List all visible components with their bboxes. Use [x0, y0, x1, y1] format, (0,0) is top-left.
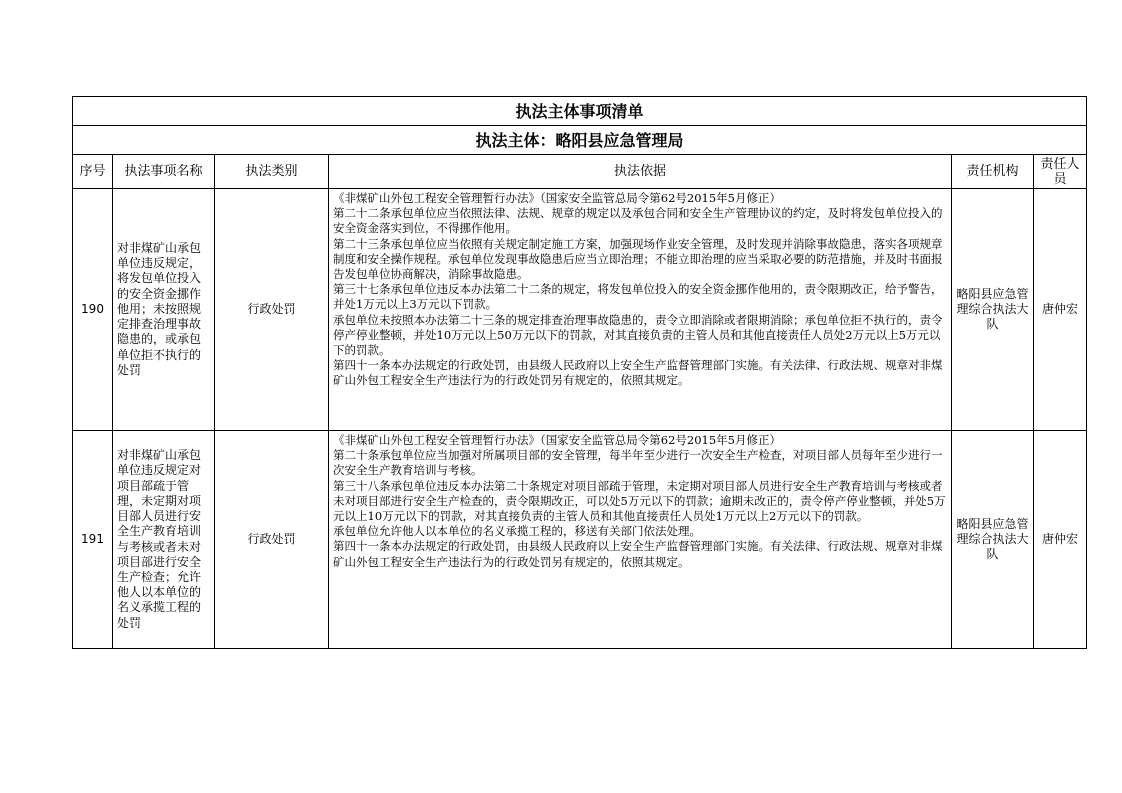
row-responsible-person: 唐仲宏: [1034, 189, 1087, 431]
header-item-name: 执法事项名称: [113, 155, 215, 189]
row-seq: 191: [73, 431, 113, 649]
row-responsible-person: 唐仲宏: [1034, 431, 1087, 649]
header-row: [73, 155, 1087, 189]
row-item-name: 对非煤矿山承包单位违反规定对项目部疏于管理，未定期对项目部人员进行安全生产教育培训与考核或者未对项目部进行安全生产检查；允许他人以本单位的名义承揽工程的处罚: [113, 431, 215, 649]
basis-paragraph: 第三十七条承包单位违反本办法第二十二条的规定，将发包单位投入的安全资金挪作他用的，责令限期改正，给予警告，并处1万元以上3万元以下罚款。: [333, 282, 943, 312]
table-row: [73, 431, 1087, 649]
row-legal-basis: [329, 431, 952, 649]
basis-paragraph: 《非煤矿山外包工程安全管理暂行办法》（国家安全监管总局令第62号2015年5月修正）: [333, 191, 781, 205]
basis-paragraph: 《非煤矿山外包工程安全管理暂行办法》（国家安全监管总局令第62号2015年5月修正）: [333, 433, 781, 447]
header-responsible-org: 责任机构: [952, 155, 1034, 189]
row-category: 行政处罚: [215, 189, 329, 431]
row-item-name: 对非煤矿山承包单位违反规定，将发包单位投入的安全资金挪作他用；未按照规定排查治理事故隐患的，或承包单位拒不执行的处罚: [113, 189, 215, 431]
row-legal-basis: [329, 189, 952, 431]
enforcement-list-table: [72, 96, 1087, 649]
enforcement-subject-title: 执法主体：略阳县应急管理局: [73, 126, 1087, 155]
header-responsible-person: 责任人员: [1034, 155, 1087, 189]
row-responsible-org: 略阳县应急管理综合执法大队: [952, 189, 1034, 431]
basis-paragraph: 第二十条承包单位应当加强对所属项目部的安全管理，每半年至少进行一次安全生产检查，对项目部人员每年至少进行一次安全生产教育培训与考核。: [333, 448, 943, 478]
header-seq: 序号: [73, 155, 113, 189]
basis-paragraph: 承包单位允许他人以本单位的名义承揽工程的，移送有关部门依法处理。: [333, 524, 701, 539]
row-responsible-org: 略阳县应急管理综合执法大队: [952, 431, 1034, 649]
basis-paragraph: 第二十二条承包单位应当依照法律、法规、规章的规定以及承包合同和安全生产管理协议的约定，及时将发包单位投入的安全资金落实到位，不得挪作他用。: [333, 206, 943, 236]
basis-paragraph: 第二十三条承包单位应当依照有关规定制定施工方案，加强现场作业安全管理，及时发现并消除事故隐患，落实各项规章制度和安全操作规程。承包单位发现事故隐患后应当立即治理；不能立即治理的应当采取必要的防范措施，并及时书面报告发包单位协商解决，消除事故隐患。: [333, 236, 943, 282]
basis-paragraph: 第四十一条本办法规定的行政处罚，由县级人民政府以上安全生产监督管理部门实施。有关法律、行政法规、规章对非煤矿山外包工程安全生产违法行为的行政处罚另有规定的，依照其规定。: [333, 539, 943, 569]
header-category: 执法类别: [215, 155, 329, 189]
basis-paragraph: 第三十八条承包单位违反本办法第二十条规定对项目部疏于管理，未定期对项目部人员进行安全生产教育培训与考核或者未对项目部进行安全生产检查的，责令限期改正，可以处5万元以下的罚款；逾期未改正的，责令停产停业整顿，并处5万元以上10万元以下的罚款，对其直接负责的主管人员和其他直接责任人员处1万元以上2万元以下的罚款。: [333, 478, 946, 524]
basis-paragraph: 承包单位未按照本办法第二十三条的规定排查治理事故隐患的，责令立即消除或者限期消除；承包单位拒不执行的，责令停产停业整顿，并处10万元以上50万元以下的罚款，对其直接负责的主管人员和其他直接责任人员处2万元以上5万元以下的罚款。: [333, 312, 943, 358]
table-row: [73, 189, 1087, 431]
basis-paragraph: 第四十一条本办法规定的行政处罚，由县级人民政府以上安全生产监督管理部门实施。有关法律、行政法规、规章对非煤矿山外包工程安全生产违法行为的行政处罚另有规定的，依照其规定。: [333, 358, 943, 388]
row-category: 行政处罚: [215, 431, 329, 649]
header-legal-basis: 执法依据: [329, 155, 952, 189]
document-title: 执法主体事项清单: [73, 97, 1087, 126]
row-seq: 190: [73, 189, 113, 431]
